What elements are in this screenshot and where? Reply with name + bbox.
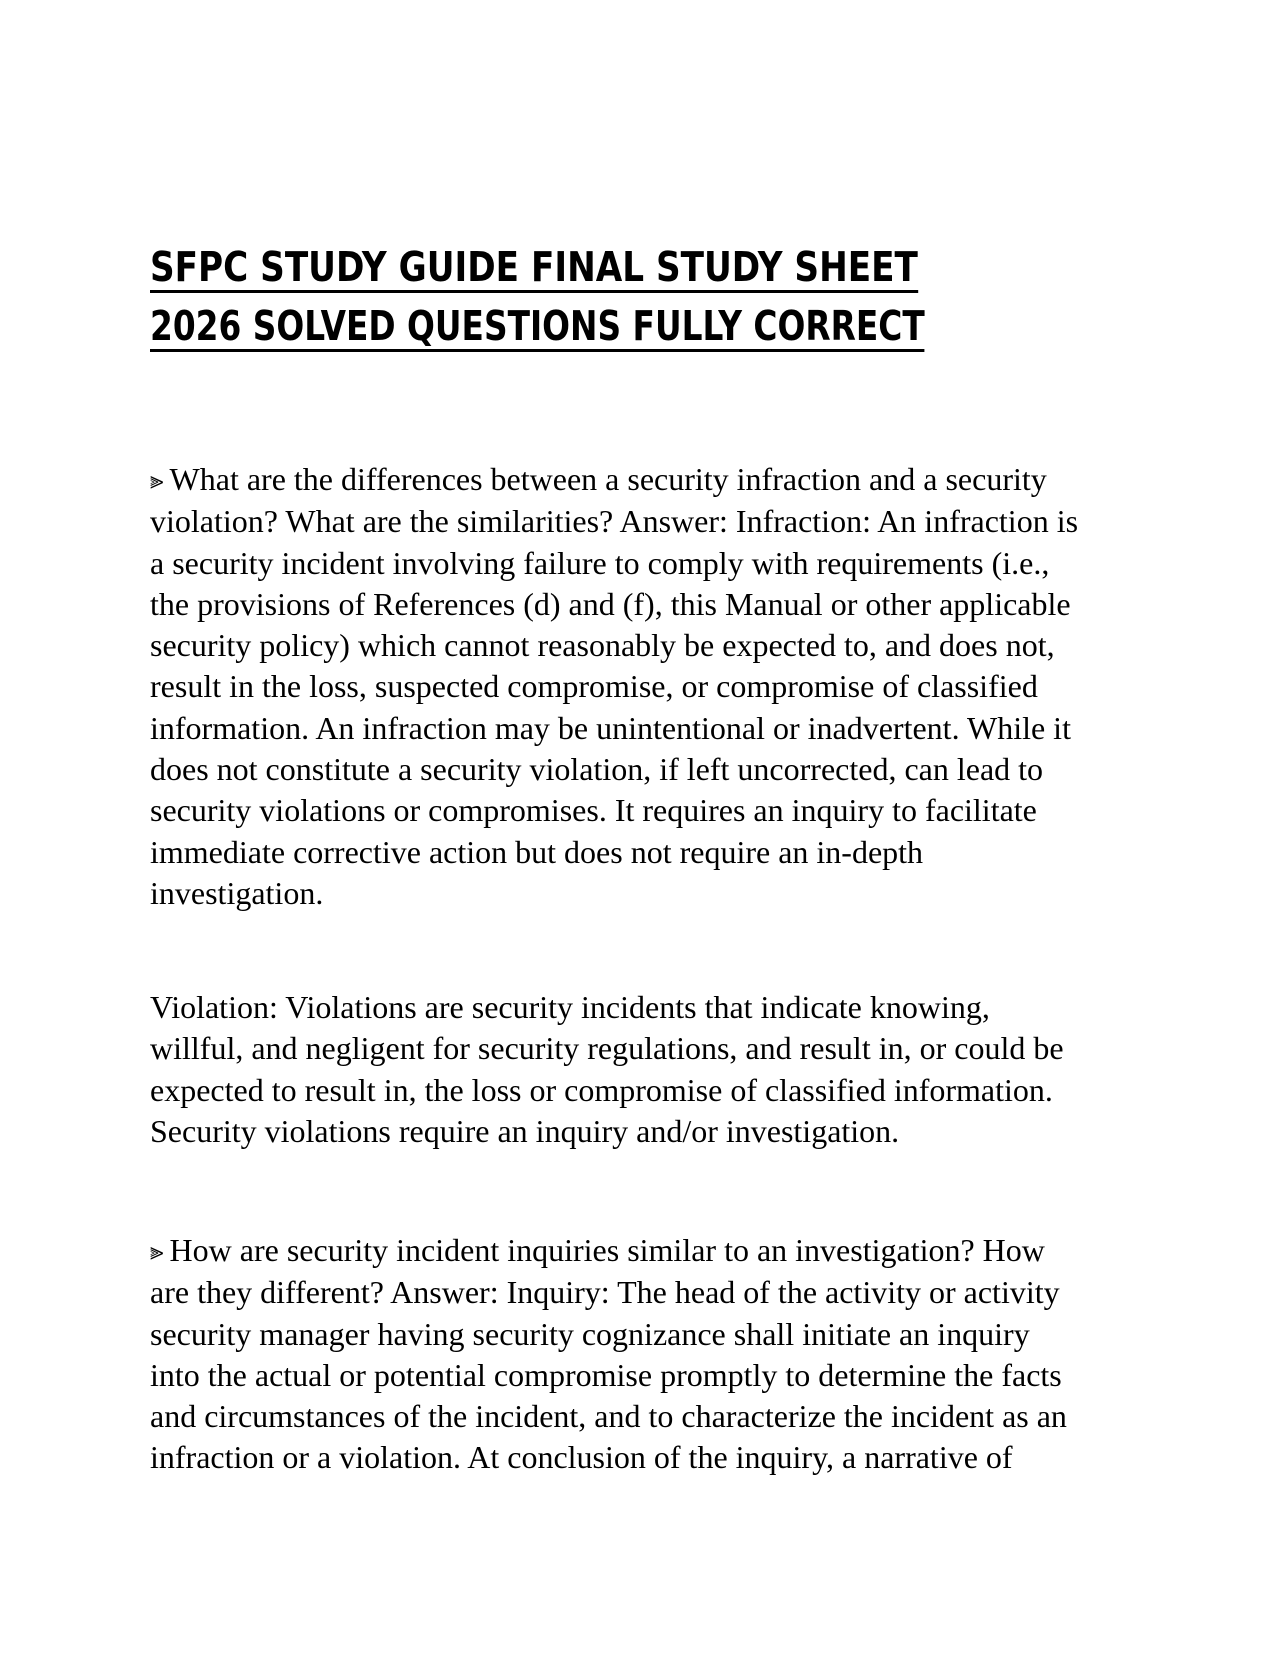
question-inquiry-vs-investigation	[150, 1230, 1140, 1479]
document-title	[150, 240, 1150, 358]
paragraph-line: does not constitute a security violation, if left uncorrected, can lead to	[150, 751, 1044, 788]
paragraph-line: Security violations require an inquiry and/or investigation.	[150, 1112, 900, 1149]
paragraph-line: are they different? Answer: Inquiry: The head of the activity or activity	[150, 1274, 1060, 1311]
bullet-arrow-icon: ⫸	[150, 466, 164, 494]
paragraph-line: Violation: Violations are security incidents that indicate knowing,	[150, 989, 990, 1025]
paragraph-line: security violations or compromises. It requires an inquiry to facilitate	[150, 792, 1037, 829]
paragraph-line: result in the loss, suspected compromise, or compromise of classified	[150, 668, 1038, 705]
paragraph-line: security policy) which cannot reasonably be expected to, and does not,	[150, 627, 1055, 664]
paragraph-line: willful, and negligent for security regulations, and result in, or could be	[150, 1030, 1064, 1067]
paragraph-line: investigation.	[150, 874, 324, 911]
paragraph-line: security manager having security cognizance shall initiate an inquiry	[150, 1315, 1030, 1352]
paragraph-line: immediate corrective action but does not require an in-depth	[150, 833, 924, 870]
title-line-2: 2026 SOLVED QUESTIONS FULLY CORRECT	[150, 302, 925, 350]
paragraph-line: violation? What are the similarities? Answer: Infraction: An infraction is	[150, 503, 1079, 540]
answer-violation-definition	[150, 987, 1140, 1152]
paragraph-line: into the actual or potential compromise promptly to determine the facts	[150, 1356, 1062, 1393]
paragraph-line: infraction or a violation. At conclusion of the inquiry, a narrative of	[150, 1439, 1013, 1476]
paragraph-line: ⫸ How are security incident inquiries similar to an investigation? How	[150, 1232, 1045, 1268]
paragraph-line: information. An infraction may be unintentional or inadvertent. While it	[150, 709, 1071, 746]
paragraph-line: expected to result in, the loss or compromise of classified information.	[150, 1071, 1053, 1108]
title-line-1: SFPC STUDY GUIDE FINAL STUDY SHEET	[150, 243, 918, 291]
paragraph-line: a security incident involving failure to comply with requirements (i.e.,	[150, 544, 1050, 581]
paragraph-line: ⫸ What are the differences between a security infraction and a security	[150, 461, 1047, 497]
question-infraction-vs-violation	[150, 459, 1140, 914]
bullet-arrow-icon: ⫸	[150, 1237, 164, 1265]
paragraph-line: the provisions of References (d) and (f), this Manual or other applicable	[150, 585, 1071, 622]
paragraph-line: and circumstances of the incident, and to characterize the incident as an	[150, 1398, 1067, 1435]
